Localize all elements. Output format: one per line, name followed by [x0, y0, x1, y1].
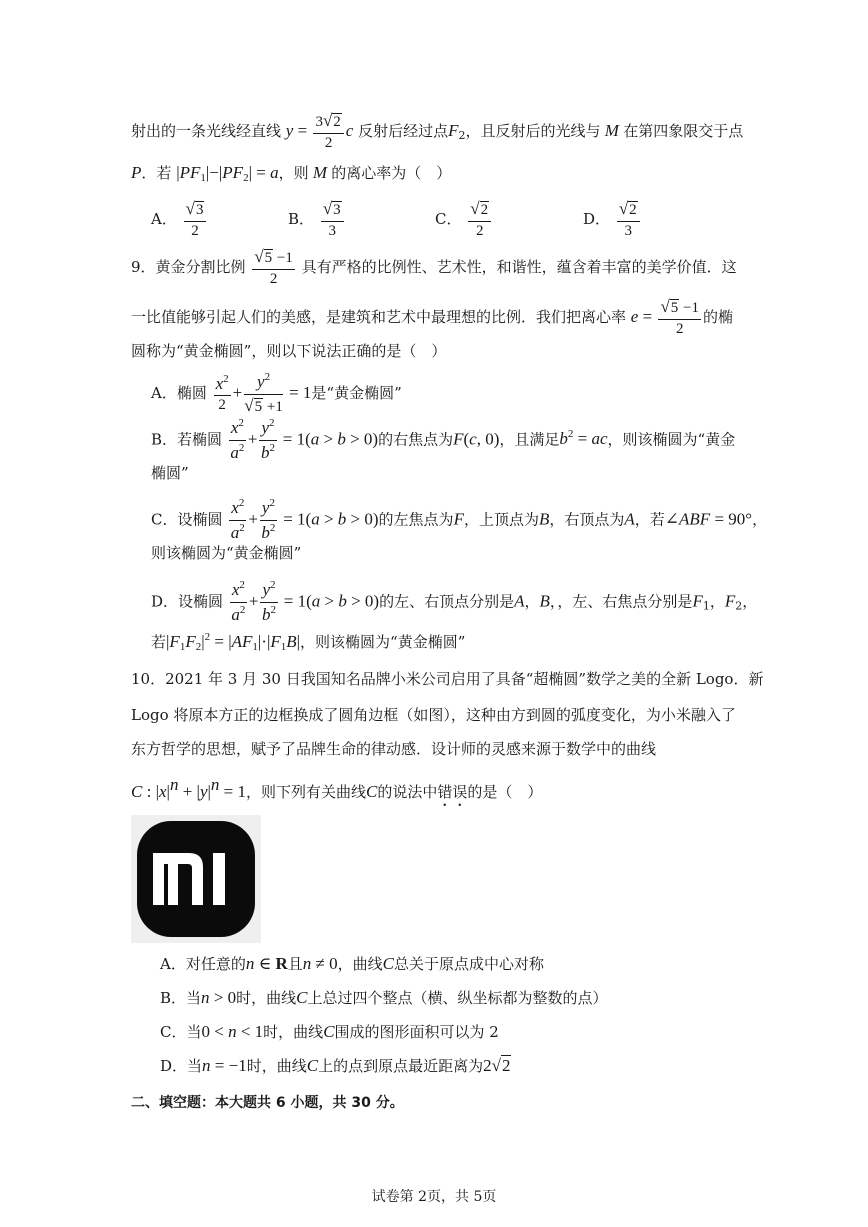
logo-rounded-square	[137, 821, 255, 937]
math: F	[724, 591, 736, 611]
math: y	[285, 120, 294, 140]
math: 0 < n < 1	[201, 1022, 264, 1041]
q10-text: C．当	[160, 1023, 202, 1041]
q9-text: 是“黄金椭圆”	[311, 383, 402, 402]
q10-text: ，曲线	[337, 955, 383, 973]
q10-text: 上的点到原点最近距离为	[318, 1057, 484, 1075]
q9-option-b-line-2: 椭圆”	[151, 464, 189, 482]
math: B	[539, 591, 550, 611]
q10-option-b	[160, 989, 608, 1006]
q8-text: 反射后经过点	[358, 121, 449, 140]
math: C	[323, 1022, 335, 1041]
q9-text: 具有严格的比例性、艺术性，和谐性，蕴含着丰富的美学价值．这	[301, 257, 737, 276]
math: +	[232, 382, 243, 402]
q8-text: 在第四象限交于点	[623, 121, 744, 140]
math: M	[308, 163, 332, 182]
q8-text: 射出的一条光线经直线	[131, 121, 282, 140]
q10-text: 围成的图形面积可以为 2	[334, 1023, 499, 1041]
q10-text: 的说法中	[377, 783, 438, 801]
math: = 1	[284, 382, 312, 402]
math: n > 0	[201, 988, 237, 1007]
q9-text: 的左焦点为	[378, 510, 454, 529]
q8-option-c	[435, 200, 493, 240]
math: M	[600, 120, 624, 140]
q9-option-b	[151, 418, 735, 463]
math: c	[345, 120, 354, 140]
q10-text: 上总过四个整点（横、纵坐标都为整数的点）	[307, 989, 608, 1007]
option-label: D．	[583, 209, 611, 228]
math: $|F_1F_2|^2 = |AF_1|\cdot|F_1B|$	[166, 631, 301, 653]
q10-text: 时，曲线	[236, 989, 297, 1007]
q8-text: 的离心率为（ ）	[331, 164, 452, 182]
math: +	[248, 509, 258, 529]
math: +	[248, 591, 259, 611]
q9-text: D．设椭圆	[151, 592, 224, 611]
q9-text: 的右焦点为	[378, 430, 454, 449]
q10-option-c	[160, 1023, 499, 1040]
math: e	[630, 306, 639, 326]
q10-option-d	[160, 1057, 511, 1074]
q10-text: 且	[287, 955, 303, 973]
fraction: $\frac{√5 -1}{2}$	[660, 297, 699, 337]
q8-option-d	[583, 200, 642, 240]
q9-line-1	[131, 248, 737, 288]
math: C	[382, 954, 394, 973]
math: B	[538, 509, 550, 529]
math: A	[514, 591, 525, 611]
q10-text: 时，曲线	[263, 1023, 324, 1041]
q10-text: A．对任意的	[160, 955, 246, 973]
math: = 1(a > b > 0)	[278, 509, 379, 529]
q9-text: 若	[151, 633, 167, 651]
q9-text: ，若	[634, 510, 665, 529]
math: +	[247, 429, 258, 449]
q9-text: ，左、右焦点分别是	[557, 592, 693, 611]
q8-text: ．若	[141, 164, 172, 182]
math: C : $|x|^n + |y|^n = 1$	[131, 775, 246, 801]
q9-line-2	[131, 298, 733, 338]
q9-text: ，则该椭圆为“黄金椭圆”	[300, 633, 466, 651]
q10-text: 总关于原点成中心对称	[393, 955, 544, 973]
math: F	[448, 120, 459, 140]
math: n ≠ 0	[302, 954, 338, 973]
math: C	[296, 988, 308, 1007]
fraction: $\frac{y^2}{b^2}$	[261, 579, 276, 624]
q8-option-b	[288, 200, 346, 240]
fraction: $\frac{y^2}{b^2}$	[260, 417, 275, 462]
fraction: $\frac{x^2}{a^2}$	[231, 579, 246, 624]
q10-text: B．当	[160, 989, 202, 1007]
q8-line-1: 射出的一条光线经直线 y = $\frac{3√2}{2}$ c 反射后经过点$F_2$，且反射后的光线与 M 在第四象限交于点	[131, 111, 744, 151]
q9-text: 的椭	[703, 307, 734, 326]
q9-option-a	[151, 372, 402, 416]
fraction: $\frac{√2}{3}$	[617, 200, 640, 240]
q10-text: D．当	[160, 1057, 203, 1075]
q10-text: 时，曲线	[246, 1057, 307, 1075]
math: n ∈ R	[245, 954, 288, 973]
math: = 1(a > b > 0)	[278, 429, 379, 449]
math: C	[366, 782, 378, 801]
math: 2√2	[483, 1056, 511, 1075]
q9-option-d: D．设椭圆 $\frac{x^2}{a^2}$ + $\frac{y^2}{b^2}$ = 1(a > b > 0)的左、右顶点分别是A，B，，左、右焦点分别是$F_1$，$F_2$，	[151, 579, 758, 624]
q9-text: 的左、右顶点分别是	[379, 592, 515, 611]
math: n = −1	[202, 1056, 247, 1075]
q9-line-3: 圆称为“黄金椭圆”，则以下说法正确的是（ ）	[131, 342, 447, 360]
q9-text: C．设椭圆	[151, 510, 223, 529]
q8-option-a	[151, 200, 208, 240]
option-label: A．	[151, 209, 177, 228]
math: F	[692, 591, 703, 611]
math: F	[453, 509, 464, 529]
q10-line-1: 10．2021 年 3 月 30 日我国知名品牌小米公司启用了具备“超椭圆”数学之美的全新 Logo．新	[131, 670, 764, 688]
q9-text: 一比值能够引起人们的美感，是建筑和艺术中最理想的比例．我们把离心率	[131, 307, 627, 326]
emphasis-text: 错误	[437, 783, 468, 801]
math: = 1(a > b > 0)	[279, 591, 380, 611]
math: $b^2$ = ac	[559, 428, 608, 449]
section-2-heading: 二、填空题：本大题共 6 小题，共 30 分。	[131, 1095, 404, 1111]
xiaomi-logo-image	[131, 815, 261, 943]
math: P	[131, 163, 142, 182]
q10-line-3: 东方哲学的思想，赋予了品牌生命的律动感．设计师的灵感来源于数学中的曲线	[131, 740, 657, 758]
math: C	[306, 1056, 319, 1075]
q9-text: B．若椭圆	[151, 430, 223, 449]
q9-option-c-line-2: 则该椭圆为“黄金椭圆”	[151, 544, 302, 562]
fraction: $\frac{y^2}{b^2}$	[261, 497, 276, 542]
page-footer: 试卷第 2页，共 5页	[371, 1189, 497, 1205]
q9-text: 9．黄金分割比例	[131, 257, 246, 276]
q8-line-2	[131, 164, 451, 184]
fraction: $\frac{x^2}{2}$	[215, 372, 229, 414]
fraction: $\frac{y^2}{√5 +1}$	[244, 371, 283, 415]
q9-text: ，上顶点为	[463, 510, 539, 529]
q9-option-c: C．设椭圆 $\frac{x^2}{a^2}$ + $\frac{y^2}{b^2}$ = 1(a > b > 0)的左焦点为F，上顶点为B，右顶点为A，若∠ABF = 90°，	[151, 497, 768, 542]
fraction: $\frac{√3}{2}$	[184, 200, 207, 240]
math: ∠ABF = 90°	[664, 509, 753, 529]
fraction: $\frac{x^2}{a^2}$	[230, 497, 245, 542]
fraction: $\frac{x^2}{a^2}$	[230, 417, 245, 462]
q10-text: 的是（ ）	[467, 783, 543, 801]
mi-logo-icon	[137, 821, 255, 937]
q10-line-4	[131, 776, 542, 810]
fraction: $\frac{√3}{3}$	[321, 200, 344, 240]
q10-line-2: Logo 将原本方正的边框换成了圆角边框（如图），这种由方到圆的弧度变化，为小米融入了	[131, 706, 736, 724]
fraction: $\frac{√5 -1}{2}$	[254, 247, 293, 287]
fraction: $\frac{3√2}{2}$	[313, 112, 343, 152]
q9-text: A．椭圆	[151, 383, 207, 402]
math: $|PF_1|-|PF_2| = a$	[176, 163, 279, 184]
q9-option-d-line-2	[151, 632, 465, 653]
math: F(c, 0)	[453, 429, 500, 449]
option-label: C．	[435, 209, 462, 228]
math: =	[293, 120, 312, 140]
q9-text: ，右顶点为	[549, 510, 625, 529]
q8-text: ，且反射后的光线与	[465, 121, 601, 140]
q10-option-a	[160, 955, 544, 972]
math: =	[638, 306, 657, 326]
q9-text: ，且满足	[499, 430, 560, 449]
option-label: B．	[288, 209, 315, 228]
q8-text: ，则	[278, 164, 309, 182]
q10-text: ，则下列有关曲线	[245, 783, 366, 801]
q9-text: ，则该椭圆为“黄金	[607, 430, 736, 449]
fraction: $\frac{√2}{2}$	[468, 200, 491, 240]
math: A	[624, 509, 635, 529]
